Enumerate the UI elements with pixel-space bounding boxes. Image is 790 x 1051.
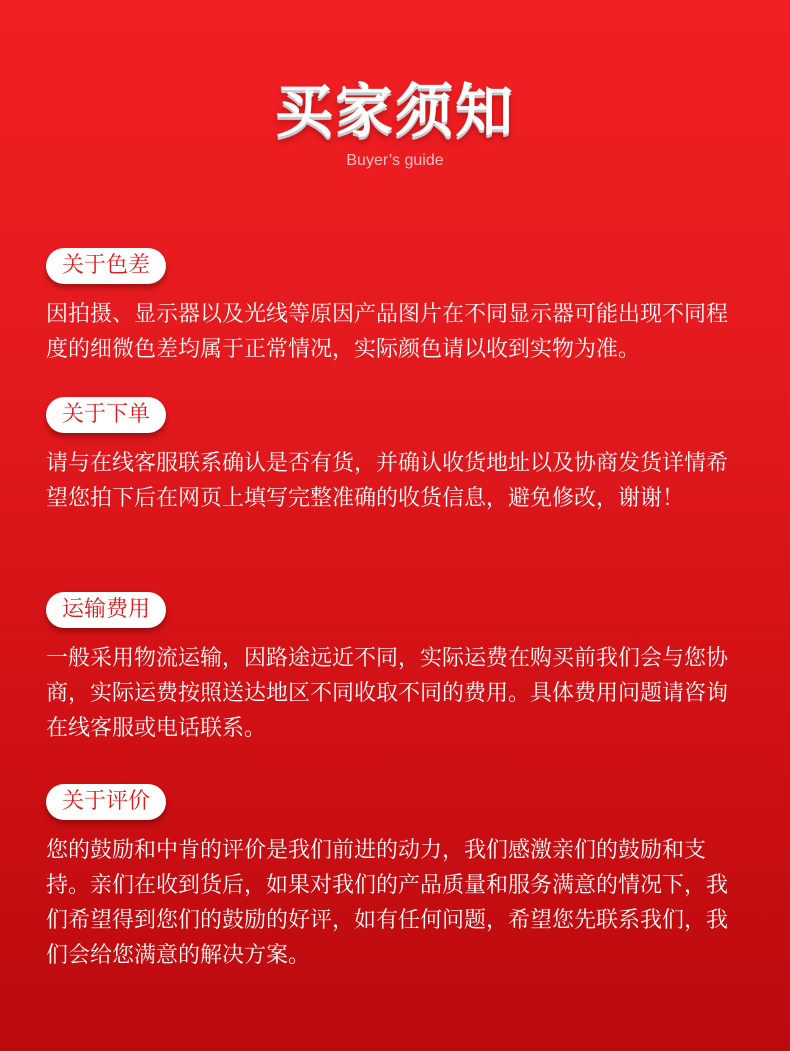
- section-body-text: 因拍摄、显示器以及光线等原因产品图片在不同显示器可能出现不同程度的细微色差均属于正常情况，实际颜色请以收到实物为准。: [46, 302, 729, 362]
- section-body-text: 请与在线客服联系确认是否有货，并确认收货地址以及协商发货详情希望您拍下后在网页上填写完整准确的收货信息，避免修改，谢谢！: [46, 451, 729, 511]
- section-ordering: [46, 397, 746, 516]
- section-reviews: [46, 784, 746, 973]
- section-heading-badge: 运输费用: [46, 592, 166, 628]
- section-color-difference: [46, 248, 746, 367]
- section-heading-badge: 关于评价: [46, 784, 166, 820]
- section-heading-badge: 关于色差: [46, 248, 166, 284]
- page-subtitle: Buyer’s guide: [346, 152, 444, 169]
- section-shipping-cost: [46, 592, 746, 746]
- page-title: 买家须知: [274, 77, 515, 145]
- section-body-text: 一般采用物流运输，因路途远近不同，实际运费在购买前我们会与您协商，实际运费按照送达地区不同收取不同的费用。具体费用问题请咨询在线客服或电话联系。: [46, 646, 729, 741]
- section-body-text: 您的鼓励和中肯的评价是我们前进的动力，我们感激亲们的鼓励和支持。亲们在收到货后，如果对我们的产品质量和服务满意的情况下，我们希望得到您们的鼓励的好评，如有任何问题，希望您先联系我们，我们会给您满意的解决方案。: [46, 838, 729, 968]
- section-heading-badge: 关于下单: [46, 397, 166, 433]
